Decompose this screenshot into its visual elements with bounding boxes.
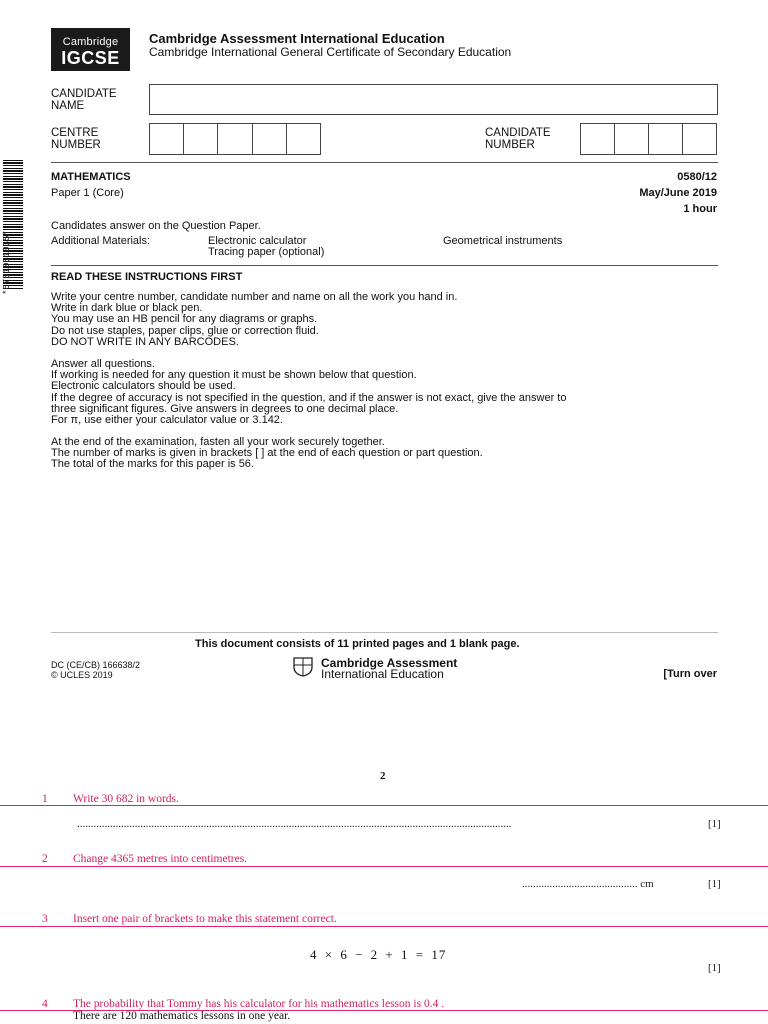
paper-name: Paper 1 (Core) xyxy=(51,187,124,199)
centre-number-label xyxy=(51,127,101,151)
material-calculator: Electronic calculator xyxy=(208,235,307,247)
digit-box[interactable] xyxy=(150,124,184,154)
instruction-line: three significant figures. Give answers in degrees to one decimal place. xyxy=(51,402,399,415)
instructions-heading: READ THESE INSTRUCTIONS FIRST xyxy=(51,271,243,283)
cambridge-crest-icon xyxy=(292,657,314,677)
digit-box[interactable] xyxy=(287,124,320,154)
session: May/June 2019 xyxy=(639,187,717,199)
page-number: 2 xyxy=(380,770,386,782)
answer-line[interactable]: .......................................... cm xyxy=(522,878,654,890)
question-text: Change 4365 metres into centimetres. xyxy=(73,853,248,865)
question-separator xyxy=(0,926,768,927)
question-number: 3 xyxy=(42,913,48,925)
marks: [1] xyxy=(708,962,721,974)
candidate-name-label-line2: NAME xyxy=(51,100,85,112)
candidate-number-label xyxy=(485,127,551,151)
material-geometrical: Geometrical instruments xyxy=(443,235,563,247)
instruction-line: For π, use either your calculator value or 3.142. xyxy=(51,414,283,427)
turn-over: [Turn over xyxy=(663,668,717,680)
question-number: 2 xyxy=(42,853,48,865)
candidate-number-boxes[interactable] xyxy=(580,123,717,155)
centre-number-label-line1: CENTRE xyxy=(51,127,99,139)
question-text: Write 30 682 in words. xyxy=(73,793,179,805)
instruction-line: Write in dark blue or black pen. xyxy=(51,302,203,315)
logo-line1: Cambridge xyxy=(62,36,119,48)
centre-number-boxes[interactable] xyxy=(149,123,321,155)
instructions-block-1 xyxy=(51,292,721,348)
instructions-block-2 xyxy=(51,359,721,426)
candidate-name-box[interactable] xyxy=(149,84,718,115)
digit-box[interactable] xyxy=(683,124,716,154)
question-text-line2: There are 120 mathematics lessons in one year. xyxy=(73,1010,291,1022)
digit-box[interactable] xyxy=(649,124,683,154)
instruction-line: If working is needed for any question it must be shown below that question. xyxy=(51,369,417,382)
instruction-line: At the end of the examination, fasten all your work securely together. xyxy=(51,436,385,448)
question-separator xyxy=(0,866,768,867)
answer-line[interactable]: .............................................................................................................................................................. xyxy=(77,818,512,830)
materials-label: Additional Materials: xyxy=(51,235,151,247)
digit-box[interactable] xyxy=(253,124,287,154)
candidate-name-label-line1: CANDIDATE xyxy=(51,88,117,100)
divider xyxy=(51,162,718,163)
question-separator xyxy=(0,805,768,806)
candidate-number-label-line1: CANDIDATE xyxy=(485,127,551,139)
subject: MATHEMATICS xyxy=(51,171,131,183)
instruction-line: The total of the marks for this paper is 56. xyxy=(51,458,254,471)
org-title: Cambridge Assessment International Education xyxy=(149,31,445,46)
question-text: The probability that Tommy has his calculator for his mathematics lesson is 0.4 . xyxy=(73,998,445,1010)
org-subtitle: Cambridge International General Certificate of Secondary Education xyxy=(149,45,512,59)
centre-number-label-line2: NUMBER xyxy=(51,139,101,151)
cambridge-footer-line1: Cambridge Assessment xyxy=(321,656,458,670)
marks: [1] xyxy=(708,818,721,830)
instruction-line: Write your centre number, candidate number and name on all the work you hand in. xyxy=(51,291,458,303)
instruction-line: Electronic calculators should be used. xyxy=(51,380,236,393)
digit-box[interactable] xyxy=(184,124,218,154)
divider xyxy=(51,632,718,633)
instruction-line: If the degree of accuracy is not specified in the question, and if the answer is not exact, give the answer to xyxy=(51,391,567,404)
duration: 1 hour xyxy=(683,203,717,215)
logo-line2: IGCSE xyxy=(61,48,120,68)
pages-note: This document consists of 11 printed pages and 1 blank page. xyxy=(195,638,520,650)
instruction-line: Do not use staples, paper clips, glue or correction fluid. xyxy=(51,324,319,337)
barcode-number: *6781051035* xyxy=(2,230,12,295)
instruction-line: The number of marks is given in brackets [ ] at the end of each question or part question. xyxy=(51,447,483,460)
digit-box[interactable] xyxy=(581,124,615,154)
syllabus-code: 0580/12 xyxy=(677,171,717,183)
instruction-line: Answer all questions. xyxy=(51,358,155,370)
cambridge-footer-line2: International Education xyxy=(321,667,444,681)
divider xyxy=(51,265,718,266)
material-tracing-paper: Tracing paper (optional) xyxy=(208,246,325,258)
answer-note: Candidates answer on the Question Paper. xyxy=(51,220,261,232)
cambridge-igcse-logo xyxy=(51,28,130,71)
digit-box[interactable] xyxy=(615,124,649,154)
instruction-line: You may use an HB pencil for any diagrams or graphs. xyxy=(51,313,318,326)
equation: 4 × 6 − 2 + 1 = 17 xyxy=(310,947,447,962)
doc-code: DC (CE/CB) 166638/2 xyxy=(51,660,141,670)
question-number: 1 xyxy=(42,793,48,805)
digit-box[interactable] xyxy=(218,124,252,154)
marks: [1] xyxy=(708,878,721,890)
copyright: © UCLES 2019 xyxy=(51,670,113,680)
instruction-line: DO NOT WRITE IN ANY BARCODES. xyxy=(51,335,239,348)
question-text: Insert one pair of brackets to make this statement correct. xyxy=(73,913,337,925)
instructions-block-3 xyxy=(51,437,721,471)
question-number: 4 xyxy=(42,998,48,1010)
candidate-name-label xyxy=(51,88,117,112)
candidate-number-label-line2: NUMBER xyxy=(485,139,535,151)
